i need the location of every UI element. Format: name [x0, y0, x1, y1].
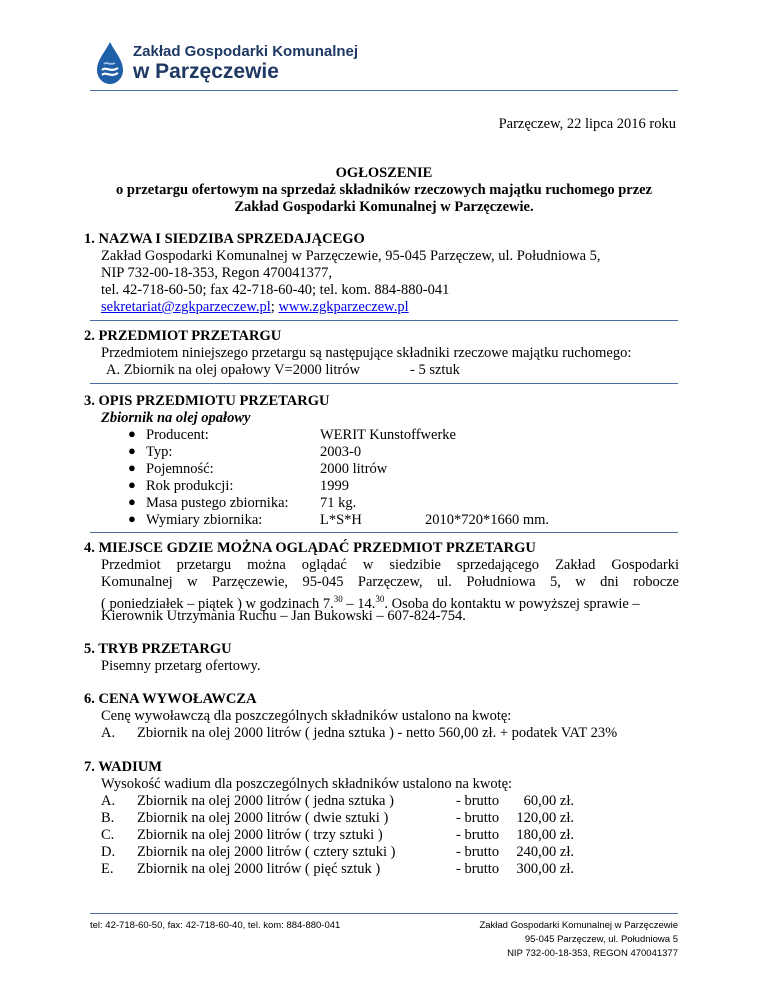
doc-subtitle-2: Zakład Gospodarki Komunalnej w Parzęczewie.: [234, 199, 534, 215]
s7-item: Zbiornik na olej 2000 litrów ( pięć sztuk ): [137, 861, 381, 877]
footer-contact: tel: 42-718-60-50, fax: 42-718-60-40, tel. kom: 884-880-041: [90, 920, 341, 931]
water-drop-logo-icon: [93, 40, 127, 86]
header-divider: [90, 90, 678, 91]
spec-value: 1999: [320, 478, 349, 494]
section-divider: [90, 320, 678, 321]
s7-letter: D.: [101, 844, 116, 860]
s7-kind: - brutto: [456, 793, 500, 809]
s7-amount: 180,00 zł.: [516, 827, 574, 843]
org-name-line1: Zakład Gospodarki Komunalnej: [133, 43, 359, 60]
s7-letter: E.: [101, 861, 114, 877]
bullet: ●: [128, 477, 136, 492]
section-divider: [90, 383, 678, 384]
spec-value: 2000 litrów: [320, 461, 388, 477]
s2-quantity: - 5 sztuk: [410, 362, 460, 378]
s1-links: [101, 299, 409, 316]
bullet: ●: [128, 426, 136, 441]
section-divider: [90, 532, 678, 533]
s4-hours-sup1: 30: [333, 594, 343, 604]
s2-intro: Przedmiotem niniejszego przetargu są następujące składniki rzeczowe majątku ruchomego:: [101, 345, 632, 361]
bullet: ●: [128, 494, 136, 509]
s1-link-separator: ;: [270, 299, 279, 315]
s7-kind: - brutto: [456, 844, 500, 860]
s7-kind: - brutto: [456, 861, 500, 877]
spec-value: L*S*H: [320, 512, 362, 528]
org-name-line2: w Parzęczewie: [133, 60, 279, 83]
bullet: ●: [128, 443, 136, 458]
section-3-heading: 3. OPIS PRZEDMIOTU PRZETARGU: [84, 393, 330, 409]
email-link[interactable]: sekretariat@zgkparzeczew.pl: [101, 299, 271, 315]
s7-letter: B.: [101, 810, 115, 826]
s4-hours-b: – 14.: [342, 595, 376, 612]
section-7-heading: 7. WADIUM: [84, 759, 162, 775]
footer-org-name: Zakład Gospodarki Komunalnej w Parzęczewie: [479, 920, 678, 931]
footer-address: 95-045 Parzęczew, ul. Południowa 5: [524, 934, 678, 945]
s7-amount: 240,00 zł.: [516, 844, 574, 860]
s7-letter: C.: [101, 827, 115, 843]
s7-amount: 120,00 zł.: [516, 810, 574, 826]
footer-divider: [90, 913, 678, 914]
bullet: ●: [128, 460, 136, 475]
spec-label: Typ:: [146, 444, 173, 460]
s4-line1: Przedmiot przetargu można oglądać w siedzibie sprzedającego Zakład Gospodarki: [101, 557, 679, 573]
s7-amount: 60,00 zł.: [523, 793, 574, 809]
s7-kind: - brutto: [456, 810, 500, 826]
spec-label: Rok produkcji:: [146, 478, 234, 494]
s1-phones: tel. 42-718-60-50; fax 42-718-60-40; tel. kom. 884-880-041: [101, 282, 450, 298]
spec-label: Masa pustego zbiornika:: [146, 495, 289, 511]
s7-intro: Wysokość wadium dla poszczególnych składników ustalono na kwotę:: [101, 776, 513, 792]
section-5-heading: 5. TRYB PRZETARGU: [84, 641, 232, 657]
s7-item: Zbiornik na olej 2000 litrów ( trzy sztuki ): [137, 827, 383, 843]
s7-amount: 300,00 zł.: [516, 861, 574, 877]
doc-subtitle-1: o przetargu ofertowym na sprzedaż składników rzeczowych majątku ruchomego przez: [116, 182, 652, 198]
spec-label: Producent:: [146, 427, 209, 443]
spec-label: Pojemność:: [146, 461, 214, 477]
s1-address: Zakład Gospodarki Komunalnej w Parzęczewie, 95-045 Parzęczew, ul. Południowa 5,: [101, 248, 601, 264]
s4-line4: Kierownik Utrzymania Ruchu – Jan Bukowski – 607-824-754.: [101, 608, 466, 624]
section-4-heading: 4. MIEJSCE GDZIE MOŻNA OGLĄDAĆ PRZEDMIOT PRZETARGU: [84, 540, 536, 556]
footer-nip-regon: NIP 732-00-18-353, REGON 470041377: [507, 948, 678, 959]
s2-item: A. Zbiornik na olej opałowy V=2000 litrów: [106, 362, 360, 378]
s6-intro: Cenę wywoławczą dla poszczególnych składników ustalono na kwotę:: [101, 708, 512, 724]
s5-text: Pisemny przetarg ofertowy.: [101, 658, 261, 674]
s3-subheading: Zbiornik na olej opałowy: [101, 410, 251, 426]
spec-value: WERIT Kunstoffwerke: [320, 427, 456, 443]
section-6-heading: 6. CENA WYWOŁAWCZA: [84, 691, 257, 707]
s4-hours-a: ( poniedziałek – piątek ) w godzinach 7.: [101, 595, 334, 612]
s1-nip: NIP 732-00-18-353, Regon 470041377,: [101, 265, 333, 281]
s7-kind: - brutto: [456, 827, 500, 843]
s7-item: Zbiornik na olej 2000 litrów ( dwie sztuki ): [137, 810, 389, 826]
s7-item: Zbiornik na olej 2000 litrów ( cztery sztuki ): [137, 844, 396, 860]
spec-extra: 2010*720*1660 mm.: [425, 512, 550, 528]
website-link[interactable]: www.zgkparzeczew.pl: [278, 299, 409, 315]
s7-letter: A.: [101, 793, 116, 809]
place-date: Parzęczew, 22 lipca 2016 roku: [498, 116, 676, 132]
s6-item: Zbiornik na olej 2000 litrów ( jedna sztuka ) - netto 560,00 zł. + podatek VAT 23%: [137, 725, 618, 741]
s7-item: Zbiornik na olej 2000 litrów ( jedna sztuka ): [137, 793, 394, 809]
spec-label: Wymiary zbiornika:: [146, 512, 263, 528]
bullet: ●: [128, 511, 136, 526]
s6-letter: A.: [101, 725, 116, 741]
s4-hours-sup2: 30: [375, 594, 385, 604]
section-2-heading: 2. PRZEDMIOT PRZETARGU: [84, 328, 282, 344]
s4-hours-c: . Osoba do kontaktu w powyższej sprawie –: [384, 595, 640, 612]
section-1-heading: 1. NAZWA I SIEDZIBA SPRZEDAJĄCEGO: [84, 231, 365, 247]
spec-value: 71 kg.: [320, 495, 357, 511]
s4-line2: Komunalnej w Parzęczewie, 95-045 Parzęczew, ul. Południowa 5, w dni robocze: [101, 574, 679, 590]
doc-title: OGŁOSZENIE: [335, 165, 433, 181]
spec-value: 2003-0: [320, 444, 362, 460]
